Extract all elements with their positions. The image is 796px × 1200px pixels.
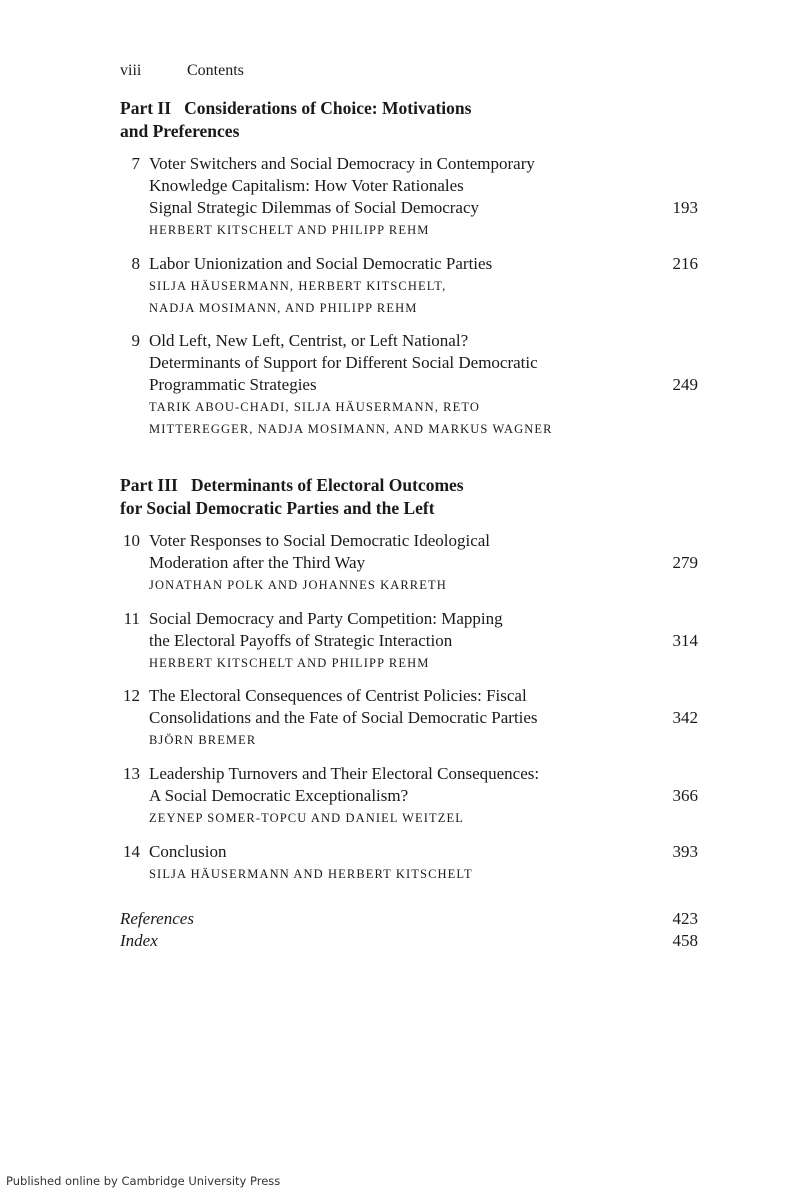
running-head bbox=[120, 62, 244, 80]
toc-entry[interactable] bbox=[120, 685, 698, 751]
chapter-title-line: Conclusion bbox=[149, 842, 227, 861]
toc-entry[interactable] bbox=[120, 153, 698, 241]
toc-entry[interactable] bbox=[120, 530, 698, 596]
chapter-number: 10 bbox=[123, 531, 140, 550]
part-heading-line: and Preferences bbox=[120, 121, 240, 141]
chapter-title-line: Old Left, New Left, Centrist, or Left National? bbox=[149, 331, 469, 350]
chapter-title-line: Knowledge Capitalism: How Voter Rationales bbox=[149, 176, 464, 195]
page-number: 216 bbox=[672, 254, 698, 273]
publisher-footer: Published online by Cambridge University Press bbox=[6, 1174, 281, 1188]
chapter-title-line: Determinants of Support for Different Social Democratic bbox=[149, 353, 538, 372]
toc-entry[interactable] bbox=[120, 763, 698, 829]
page-number: 366 bbox=[672, 786, 698, 805]
chapter-title-line: Moderation after the Third Way bbox=[149, 553, 366, 572]
page-number: 393 bbox=[672, 842, 698, 861]
chapter-title-line: A Social Democratic Exceptionalism? bbox=[149, 786, 409, 805]
chapter-number: 13 bbox=[123, 764, 140, 783]
chapter-authors: HERBERT KITSCHELT AND PHILIPP REHM bbox=[149, 223, 430, 237]
chapter-title-line: The Electoral Consequences of Centrist Policies: Fiscal bbox=[149, 686, 527, 705]
page-number: 193 bbox=[672, 198, 698, 217]
page-number: 279 bbox=[672, 553, 698, 572]
page-number: 458 bbox=[672, 931, 698, 950]
chapter-authors: SILJA HÄUSERMANN AND HERBERT KITSCHELT bbox=[149, 867, 473, 881]
part-heading-line: Part II Considerations of Choice: Motivations bbox=[120, 98, 472, 118]
chapter-authors: HERBERT KITSCHELT AND PHILIPP REHM bbox=[149, 656, 430, 670]
part-heading-line: Part III Determinants of Electoral Outcomes bbox=[120, 475, 464, 495]
chapter-title-line: Voter Responses to Social Democratic Ideological bbox=[149, 531, 491, 550]
page-number: 423 bbox=[672, 909, 698, 928]
part-heading-line: for Social Democratic Parties and the Left bbox=[120, 498, 435, 518]
backmatter-entry-references[interactable] bbox=[120, 908, 698, 930]
toc-entry[interactable] bbox=[120, 253, 698, 319]
chapter-number: 9 bbox=[131, 331, 140, 350]
toc-entry[interactable] bbox=[120, 608, 698, 674]
part-heading bbox=[120, 97, 640, 143]
chapter-title-line: Consolidations and the Fate of Social Democratic Parties bbox=[149, 708, 538, 727]
backmatter-label: References bbox=[120, 909, 194, 928]
chapter-title-line: Labor Unionization and Social Democratic Parties bbox=[149, 254, 493, 273]
chapter-number: 11 bbox=[123, 609, 140, 628]
chapter-title-line: Voter Switchers and Social Democracy in Contemporary bbox=[149, 154, 535, 173]
folio: viii bbox=[120, 62, 142, 79]
page-number: 342 bbox=[672, 708, 698, 727]
chapter-title-line: Signal Strategic Dilemmas of Social Democracy bbox=[149, 198, 479, 217]
chapter-number: 8 bbox=[131, 254, 140, 273]
chapter-title-line: the Electoral Payoffs of Strategic Interaction bbox=[149, 631, 453, 650]
page-number: 314 bbox=[672, 631, 698, 650]
part-heading bbox=[120, 474, 640, 520]
chapter-title-line: Programmatic Strategies bbox=[149, 375, 317, 394]
chapter-authors: JONATHAN POLK AND JOHANNES KARRETH bbox=[149, 578, 447, 592]
page-number: 249 bbox=[672, 375, 698, 394]
chapter-number: 12 bbox=[123, 686, 140, 705]
chapter-authors: NADJA MOSIMANN, AND PHILIPP REHM bbox=[149, 301, 418, 315]
backmatter-label: Index bbox=[120, 931, 158, 950]
chapter-authors: TARIK ABOU-CHADI, SILJA HÄUSERMANN, RETO bbox=[149, 400, 480, 414]
backmatter-entry-index[interactable] bbox=[120, 930, 698, 952]
chapter-authors: SILJA HÄUSERMANN, HERBERT KITSCHELT, bbox=[149, 279, 447, 293]
chapter-title-line: Leadership Turnovers and Their Electoral Consequences: bbox=[149, 764, 540, 783]
toc-entry[interactable] bbox=[120, 841, 698, 885]
running-title: Contents bbox=[187, 62, 244, 79]
backmatter bbox=[120, 908, 698, 952]
chapter-authors: ZEYNEP SOMER-TOPCU AND DANIEL WEITZEL bbox=[149, 811, 464, 825]
toc-entry[interactable] bbox=[120, 330, 698, 440]
chapter-title-line: Social Democracy and Party Competition: Mapping bbox=[149, 609, 503, 628]
chapter-number: 7 bbox=[131, 154, 140, 173]
chapter-number: 14 bbox=[123, 842, 140, 861]
chapter-authors: MITTEREGGER, NADJA MOSIMANN, AND MARKUS WAGNER bbox=[149, 422, 553, 436]
chapter-authors: BJÖRN BREMER bbox=[149, 733, 257, 747]
